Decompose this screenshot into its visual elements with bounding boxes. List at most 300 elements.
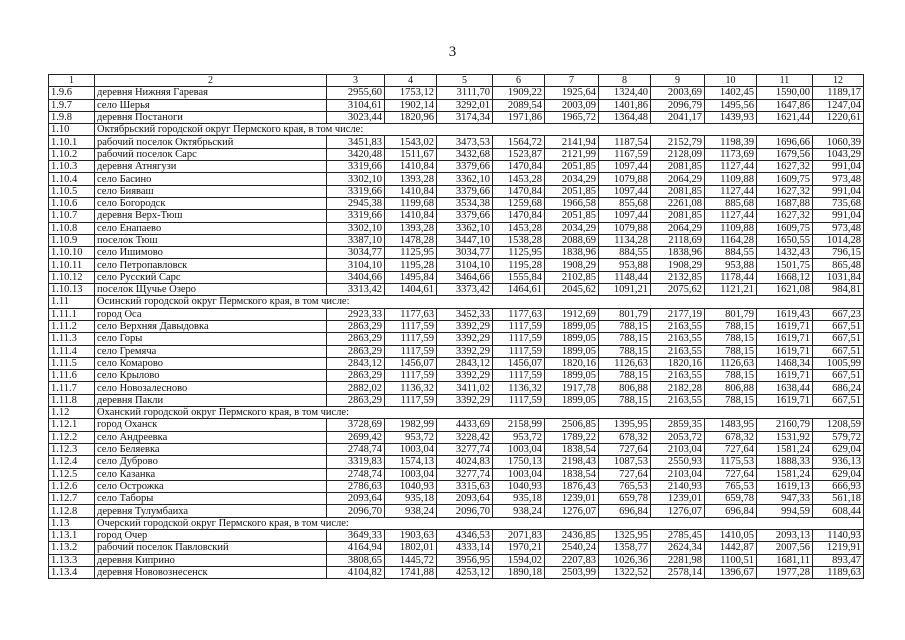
value-cell: 3464,66 [437,271,493,283]
table-row [49,357,864,369]
table-row [49,468,864,480]
value-cell: 1026,36 [599,554,651,566]
value-cell: 2163,55 [651,320,705,332]
settlement-name: рабочий поселок Павловский [95,542,327,554]
value-cell: 1838,96 [651,247,705,259]
value-cell: 1621,08 [757,284,813,296]
table-row [49,173,864,185]
value-cell: 3302,10 [327,222,385,234]
value-cell: 2945,38 [327,197,385,209]
value-cell: 953,88 [705,259,757,271]
table-row [49,222,864,234]
value-cell: 1164,28 [705,234,757,246]
row-code: 1.10.12 [49,271,95,283]
value-cell: 3420,48 [327,148,385,160]
column-header: 8 [599,75,651,87]
value-cell: 1925,64 [545,87,599,99]
table-row [49,247,864,259]
value-cell: 3392,29 [437,345,493,357]
settlement-name: город Оханск [95,419,327,431]
value-cell: 1175,53 [705,456,757,468]
value-cell: 2160,79 [757,419,813,431]
table-row [49,308,864,320]
value-cell: 3473,53 [437,136,493,148]
value-cell: 1501,75 [757,259,813,271]
column-header: 9 [651,75,705,87]
value-cell: 1239,01 [545,493,599,505]
value-cell: 885,68 [705,197,757,209]
table-row [49,148,864,160]
table-row [49,333,864,345]
value-cell: 973,48 [813,222,864,234]
value-cell: 1638,44 [757,382,813,394]
settlement-name: деревня Нововознесенск [95,566,327,578]
value-cell: 1126,63 [705,357,757,369]
value-cell: 727,64 [705,443,757,455]
value-cell: 4253,12 [437,566,493,578]
value-cell: 3728,69 [327,419,385,431]
value-cell: 1619,71 [757,320,813,332]
value-cell: 1127,44 [705,161,757,173]
value-cell: 1820,16 [545,357,599,369]
value-cell: 1619,71 [757,333,813,345]
value-cell: 865,48 [813,259,864,271]
value-cell: 2207,83 [545,554,599,566]
table-row [49,271,864,283]
value-cell: 2075,62 [651,284,705,296]
value-cell: 2843,12 [437,357,493,369]
row-code: 1.13.3 [49,554,95,566]
value-cell: 1619,71 [757,370,813,382]
value-cell: 3392,29 [437,320,493,332]
value-cell: 1820,96 [385,111,437,123]
value-cell: 3023,44 [327,111,385,123]
value-cell: 2081,85 [651,161,705,173]
value-cell: 2923,33 [327,308,385,320]
value-cell: 1178,44 [705,271,757,283]
table-row [49,234,864,246]
settlement-name: город Оса [95,308,327,320]
value-cell: 2140,93 [651,480,705,492]
value-cell: 667,23 [813,308,864,320]
value-cell: 1453,28 [493,222,545,234]
value-cell: 1899,05 [545,320,599,332]
value-cell: 3104,61 [327,99,385,111]
value-cell: 2182,28 [651,382,705,394]
row-code: 1.12.1 [49,419,95,431]
value-cell: 2436,85 [545,529,599,541]
value-cell: 1410,84 [385,161,437,173]
value-cell: 727,64 [599,468,651,480]
value-cell: 3313,42 [327,284,385,296]
value-cell: 1393,28 [385,222,437,234]
row-code: 1.12.2 [49,431,95,443]
table-row [49,493,864,505]
row-code: 1.10 [49,124,95,136]
value-cell: 2132,85 [651,271,705,283]
value-cell: 2882,02 [327,382,385,394]
value-cell: 1091,21 [599,284,651,296]
value-cell: 788,15 [705,345,757,357]
value-cell: 2081,85 [651,210,705,222]
value-cell: 1543,02 [385,136,437,148]
value-cell: 1220,61 [813,111,864,123]
value-cell: 1087,53 [599,456,651,468]
value-cell: 2064,29 [651,222,705,234]
value-cell: 2051,85 [545,185,599,197]
value-cell: 1627,32 [757,161,813,173]
row-code: 1.11.4 [49,345,95,357]
value-cell: 659,78 [599,493,651,505]
value-cell: 1014,28 [813,234,864,246]
value-cell: 788,15 [705,370,757,382]
value-cell: 1899,05 [545,333,599,345]
value-cell: 2261,08 [651,197,705,209]
row-code: 1.12 [49,407,95,419]
settlement-name: село Казанка [95,468,327,480]
settlement-name: деревня Тулумбаиха [95,505,327,517]
value-cell: 1358,77 [599,542,651,554]
table-row [49,480,864,492]
value-cell: 3373,42 [437,284,493,296]
value-cell: 893,47 [813,554,864,566]
value-cell: 1198,39 [705,136,757,148]
settlement-name: деревня Нижняя Гаревая [95,87,327,99]
value-cell: 1531,92 [757,431,813,443]
value-cell: 2503,99 [545,566,599,578]
value-cell: 3392,29 [437,394,493,406]
value-cell: 1140,93 [813,529,864,541]
group-title: Октябрьский городской округ Пермского края, в том числе: [95,124,864,136]
value-cell: 2096,70 [437,505,493,517]
value-cell: 1117,59 [493,333,545,345]
settlement-name: село Горы [95,333,327,345]
value-cell: 884,55 [599,247,651,259]
value-cell: 2096,70 [327,505,385,517]
column-header: 7 [545,75,599,87]
value-cell: 1117,59 [493,394,545,406]
value-cell: 1396,67 [705,566,757,578]
value-cell: 2034,29 [545,222,599,234]
value-cell: 3104,10 [437,259,493,271]
settlement-name: рабочий поселок Сарс [95,148,327,160]
value-cell: 2859,35 [651,419,705,431]
value-cell: 2863,29 [327,333,385,345]
table-row [49,382,864,394]
value-cell: 2699,42 [327,431,385,443]
value-cell: 1696,66 [757,136,813,148]
value-cell: 3452,33 [437,308,493,320]
value-cell: 3111,70 [437,87,493,99]
row-code: 1.11.1 [49,308,95,320]
row-code: 1.10.13 [49,284,95,296]
header-row [49,75,864,87]
value-cell: 1687,88 [757,197,813,209]
settlement-name: село Богородск [95,197,327,209]
value-cell: 1003,04 [385,468,437,480]
value-cell: 2103,04 [651,468,705,480]
value-cell: 4024,83 [437,456,493,468]
row-code: 1.10.1 [49,136,95,148]
value-cell: 1410,05 [705,529,757,541]
row-code: 1.11.6 [49,370,95,382]
value-cell: 1127,44 [705,185,757,197]
value-cell: 3649,33 [327,529,385,541]
value-cell: 3392,29 [437,333,493,345]
settlement-name: село Крылово [95,370,327,382]
value-cell: 3277,74 [437,443,493,455]
value-cell: 2843,12 [327,357,385,369]
settlement-name: село Бияваш [95,185,327,197]
value-cell: 2003,09 [545,99,599,111]
value-cell: 2785,45 [651,529,705,541]
value-cell: 953,88 [599,259,651,271]
value-cell: 1125,95 [493,247,545,259]
value-cell: 667,51 [813,333,864,345]
value-cell: 696,84 [599,505,651,517]
value-cell: 1753,12 [385,87,437,99]
value-cell: 1003,04 [493,443,545,455]
value-cell: 1909,22 [493,87,545,99]
value-cell: 1167,59 [599,148,651,160]
value-cell: 2158,99 [493,419,545,431]
settlement-name: село Беляевка [95,443,327,455]
value-cell: 801,79 [705,308,757,320]
row-code: 1.12.8 [49,505,95,517]
value-cell: 801,79 [599,308,651,320]
settlement-name: село Енапаево [95,222,327,234]
value-cell: 1208,59 [813,419,864,431]
value-cell: 1401,86 [599,99,651,111]
value-cell: 4164,94 [327,542,385,554]
value-cell: 1126,63 [599,357,651,369]
value-cell: 3228,42 [437,431,493,443]
value-cell: 788,15 [599,394,651,406]
value-cell: 1402,45 [705,87,757,99]
value-cell: 765,53 [705,480,757,492]
table-row [49,529,864,541]
settlement-name: село Острожка [95,480,327,492]
row-code: 1.11.8 [49,394,95,406]
value-cell: 629,04 [813,443,864,455]
table-row [49,111,864,123]
table-row [49,505,864,517]
value-cell: 1060,39 [813,136,864,148]
row-code: 1.10.4 [49,173,95,185]
value-cell: 3302,10 [327,173,385,185]
value-cell: 1177,63 [385,308,437,320]
settlement-name: поселок Щучье Озеро [95,284,327,296]
value-cell: 3319,66 [327,161,385,173]
value-cell: 2748,74 [327,468,385,480]
settlement-name: село Комарово [95,357,327,369]
value-cell: 1903,63 [385,529,437,541]
value-cell: 2863,29 [327,370,385,382]
value-cell: 2093,13 [757,529,813,541]
value-cell: 2103,04 [651,443,705,455]
row-code: 1.13 [49,517,95,529]
table-row [49,284,864,296]
value-cell: 2096,79 [651,99,705,111]
value-cell: 1899,05 [545,394,599,406]
page-number: 3 [448,44,457,60]
table-row [49,259,864,271]
value-cell: 1097,44 [599,210,651,222]
value-cell: 2089,54 [493,99,545,111]
value-cell: 788,15 [599,320,651,332]
value-cell: 991,04 [813,210,864,222]
row-code: 1.10.2 [49,148,95,160]
value-cell: 3315,63 [437,480,493,492]
value-cell: 1100,51 [705,554,757,566]
value-cell: 1109,88 [705,173,757,185]
value-cell: 1464,61 [493,284,545,296]
group-title: Осинский городской округ Пермского края, в том числе: [95,296,864,308]
value-cell: 1079,88 [599,173,651,185]
value-cell: 2071,83 [493,529,545,541]
value-cell: 1470,84 [493,161,545,173]
value-cell: 1187,54 [599,136,651,148]
value-cell: 1619,71 [757,345,813,357]
value-cell: 1079,88 [599,222,651,234]
value-cell: 1148,44 [599,271,651,283]
value-cell: 1802,01 [385,542,437,554]
row-code: 1.11 [49,296,95,308]
settlement-name: село Шерья [95,99,327,111]
value-cell: 1899,05 [545,370,599,382]
value-cell: 2786,63 [327,480,385,492]
row-code: 1.9.8 [49,111,95,123]
value-cell: 2863,29 [327,320,385,332]
value-cell: 1199,68 [385,197,437,209]
row-code: 1.10.3 [49,161,95,173]
value-cell: 1136,32 [493,382,545,394]
table-row [49,394,864,406]
value-cell: 3379,66 [437,185,493,197]
value-cell: 2121,99 [545,148,599,160]
table-row [49,161,864,173]
table-row [49,456,864,468]
value-cell: 1127,44 [705,210,757,222]
value-cell: 1109,88 [705,222,757,234]
value-cell: 1117,59 [493,370,545,382]
value-cell: 1043,29 [813,148,864,160]
value-cell: 1432,43 [757,247,813,259]
row-code: 1.10.6 [49,197,95,209]
value-cell: 1977,28 [757,566,813,578]
table-row [49,320,864,332]
value-cell: 935,18 [493,493,545,505]
value-cell: 1627,32 [757,185,813,197]
value-cell: 938,24 [385,505,437,517]
value-cell: 1908,29 [651,259,705,271]
value-cell: 1177,63 [493,308,545,320]
value-cell: 2540,24 [545,542,599,554]
value-cell: 1117,59 [385,345,437,357]
table-row [49,99,864,111]
value-cell: 678,32 [705,431,757,443]
value-cell: 2093,64 [437,493,493,505]
row-code: 1.12.4 [49,456,95,468]
value-cell: 1483,95 [705,419,757,431]
value-cell: 1478,28 [385,234,437,246]
value-cell: 678,32 [599,431,651,443]
value-cell: 1393,28 [385,173,437,185]
settlement-name: рабочий поселок Октябрьский [95,136,327,148]
value-cell: 1117,59 [385,394,437,406]
value-cell: 1912,69 [545,308,599,320]
table-row [49,197,864,209]
value-cell: 3379,66 [437,161,493,173]
settlement-name: село Русский Сарс [95,271,327,283]
value-cell: 1681,11 [757,554,813,566]
value-cell: 796,15 [813,247,864,259]
value-cell: 3534,38 [437,197,493,209]
value-cell: 4104,82 [327,566,385,578]
value-cell: 2003,69 [651,87,705,99]
value-cell: 1325,95 [599,529,651,541]
value-cell: 1439,93 [705,111,757,123]
value-cell: 667,51 [813,394,864,406]
value-cell: 1189,63 [813,566,864,578]
value-cell: 1410,84 [385,210,437,222]
column-header: 2 [95,75,327,87]
row-code: 1.10.9 [49,234,95,246]
value-cell: 1445,72 [385,554,437,566]
value-cell: 1364,48 [599,111,651,123]
group-row [49,407,864,419]
table-row [49,419,864,431]
value-cell: 1117,59 [493,320,545,332]
settlement-name: село Дуброво [95,456,327,468]
value-cell: 1470,84 [493,210,545,222]
value-cell: 855,68 [599,197,651,209]
value-cell: 1627,32 [757,210,813,222]
value-cell: 2041,17 [651,111,705,123]
value-cell: 1195,28 [385,259,437,271]
value-cell: 1581,24 [757,468,813,480]
value-cell: 1117,59 [385,320,437,332]
table-row [49,554,864,566]
value-cell: 3451,83 [327,136,385,148]
value-cell: 3392,29 [437,370,493,382]
row-code: 1.10.7 [49,210,95,222]
settlement-name: деревня Пакли [95,394,327,406]
value-cell: 1609,75 [757,173,813,185]
value-cell: 1470,84 [493,185,545,197]
value-cell: 788,15 [705,394,757,406]
value-cell: 4333,14 [437,542,493,554]
row-code: 1.11.3 [49,333,95,345]
row-code: 1.10.8 [49,222,95,234]
value-cell: 3447,10 [437,234,493,246]
value-cell: 3379,66 [437,210,493,222]
value-cell: 1456,07 [385,357,437,369]
value-cell: 1125,95 [385,247,437,259]
value-cell: 2163,55 [651,345,705,357]
value-cell: 3411,02 [437,382,493,394]
value-cell: 991,04 [813,161,864,173]
row-code: 1.11.7 [49,382,95,394]
value-cell: 1097,44 [599,185,651,197]
settlement-name: село Верхняя Давыдовка [95,320,327,332]
settlement-name: деревня Атнягузи [95,161,327,173]
value-cell: 1322,52 [599,566,651,578]
value-cell: 1982,99 [385,419,437,431]
group-title: Оханский городской округ Пермского края, в том числе: [95,407,864,419]
table-row [49,443,864,455]
value-cell: 2128,09 [651,148,705,160]
